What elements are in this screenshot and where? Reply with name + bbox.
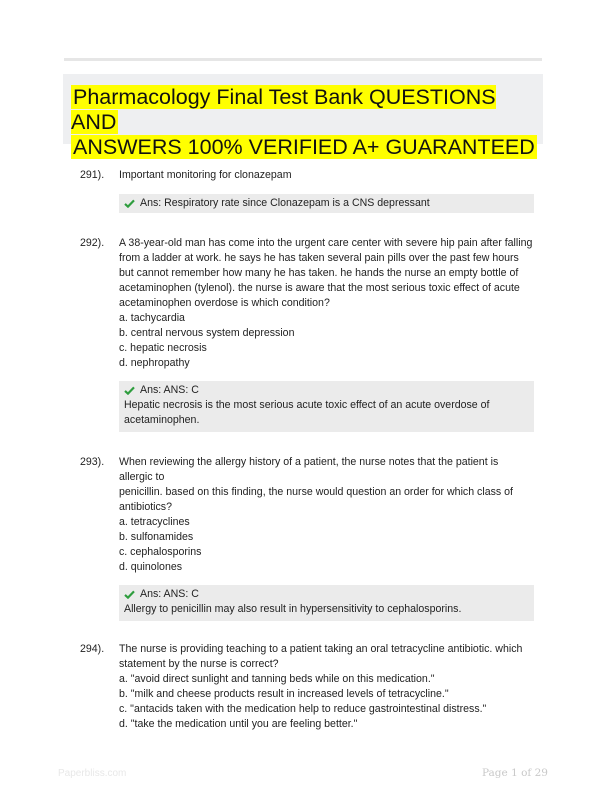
question-line: acetaminophen (tylenol). the nurse is aware that the most serious toxic effect of acute	[119, 282, 520, 294]
question-line: from a ladder at work. he says he has taken several pain pills over the past few hours	[119, 252, 519, 264]
title-line-2: ANSWERS 100% VERIFIED A+ GUARANTEED	[73, 135, 535, 159]
question-line: A 38-year-old man has come into the urgent care center with severe hip pain after falling	[119, 237, 533, 249]
page-indicator: Page 1 of 29	[481, 767, 548, 779]
question-line: Important monitoring for clonazepam	[119, 169, 292, 181]
question-line: When reviewing the allergy history of a patient, the nurse notes that the patient is	[119, 456, 499, 468]
question-line: but cannot remember how many he has taken. he hands the nurse an empty bottle of	[119, 267, 519, 279]
option-a: a. tetracyclines	[119, 516, 190, 528]
question-line: statement by the nurse is correct?	[119, 658, 279, 670]
answer-explanation-line: Allergy to penicillin may also result in hypersensitivity to cephalosporins.	[124, 603, 462, 615]
question-line: allergic to	[119, 471, 165, 483]
answer-label: Ans: ANS: C	[140, 384, 199, 396]
option-b: b. "milk and cheese products result in increased levels of tetracycline."	[119, 688, 449, 700]
question-text	[119, 236, 539, 371]
title-block	[63, 74, 543, 159]
option-d: d. quinolones	[119, 561, 183, 573]
option-c: c. cephalosporins	[119, 546, 202, 558]
question-number: 293).	[80, 456, 105, 468]
answer-label: Ans: Respiratory rate since Clonazepam is a CNS depressant	[140, 197, 430, 209]
answer-explanation-line: Hepatic necrosis is the most serious acute toxic effect of an acute overdose of	[124, 399, 490, 411]
question-text	[119, 642, 539, 732]
document-title	[71, 85, 541, 160]
option-b: b. central nervous system depression	[119, 327, 295, 339]
option-d: d. "take the medication until you are feeling better."	[119, 718, 358, 730]
answer-box-293	[119, 585, 534, 621]
option-a: a. tachycardia	[119, 312, 185, 324]
option-b: b. sulfonamides	[119, 531, 194, 543]
option-a: a. "avoid direct sunlight and tanning beds while on this medication."	[119, 673, 435, 685]
footer-watermark: Paperbliss.com	[58, 768, 127, 779]
options-list	[119, 311, 539, 371]
question-number: 292).	[80, 237, 105, 249]
question-text	[119, 455, 539, 575]
option-d: d. nephropathy	[119, 357, 190, 369]
options-list	[119, 515, 539, 575]
question-text	[119, 168, 539, 183]
question-line: penicillin. based on this finding, the nurse would question an order for which class of	[119, 486, 513, 498]
question-line: antibiotics?	[119, 501, 172, 513]
checkmark-icon	[124, 386, 135, 395]
top-divider	[64, 58, 542, 61]
question-number: 294).	[80, 643, 105, 655]
answer-label: Ans: ANS: C	[140, 588, 199, 600]
option-c: c. hepatic necrosis	[119, 342, 207, 354]
question-line: The nurse is providing teaching to a patient taking an oral tetracycline antibiotic. which	[119, 643, 523, 655]
title-line-1: Pharmacology Final Test Bank QUESTIONS AND	[71, 85, 496, 134]
options-list	[119, 672, 539, 732]
answer-box-291	[119, 194, 534, 213]
answer-box-292	[119, 381, 534, 432]
checkmark-icon	[124, 590, 135, 599]
answer-explanation-line: acetaminophen.	[124, 414, 200, 426]
question-number: 291).	[80, 169, 105, 181]
option-c: c. "antacids taken with the medication help to reduce gastrointestinal distress."	[119, 703, 487, 715]
checkmark-icon	[124, 199, 135, 208]
question-line: acetaminophen overdose is which condition?	[119, 297, 330, 309]
